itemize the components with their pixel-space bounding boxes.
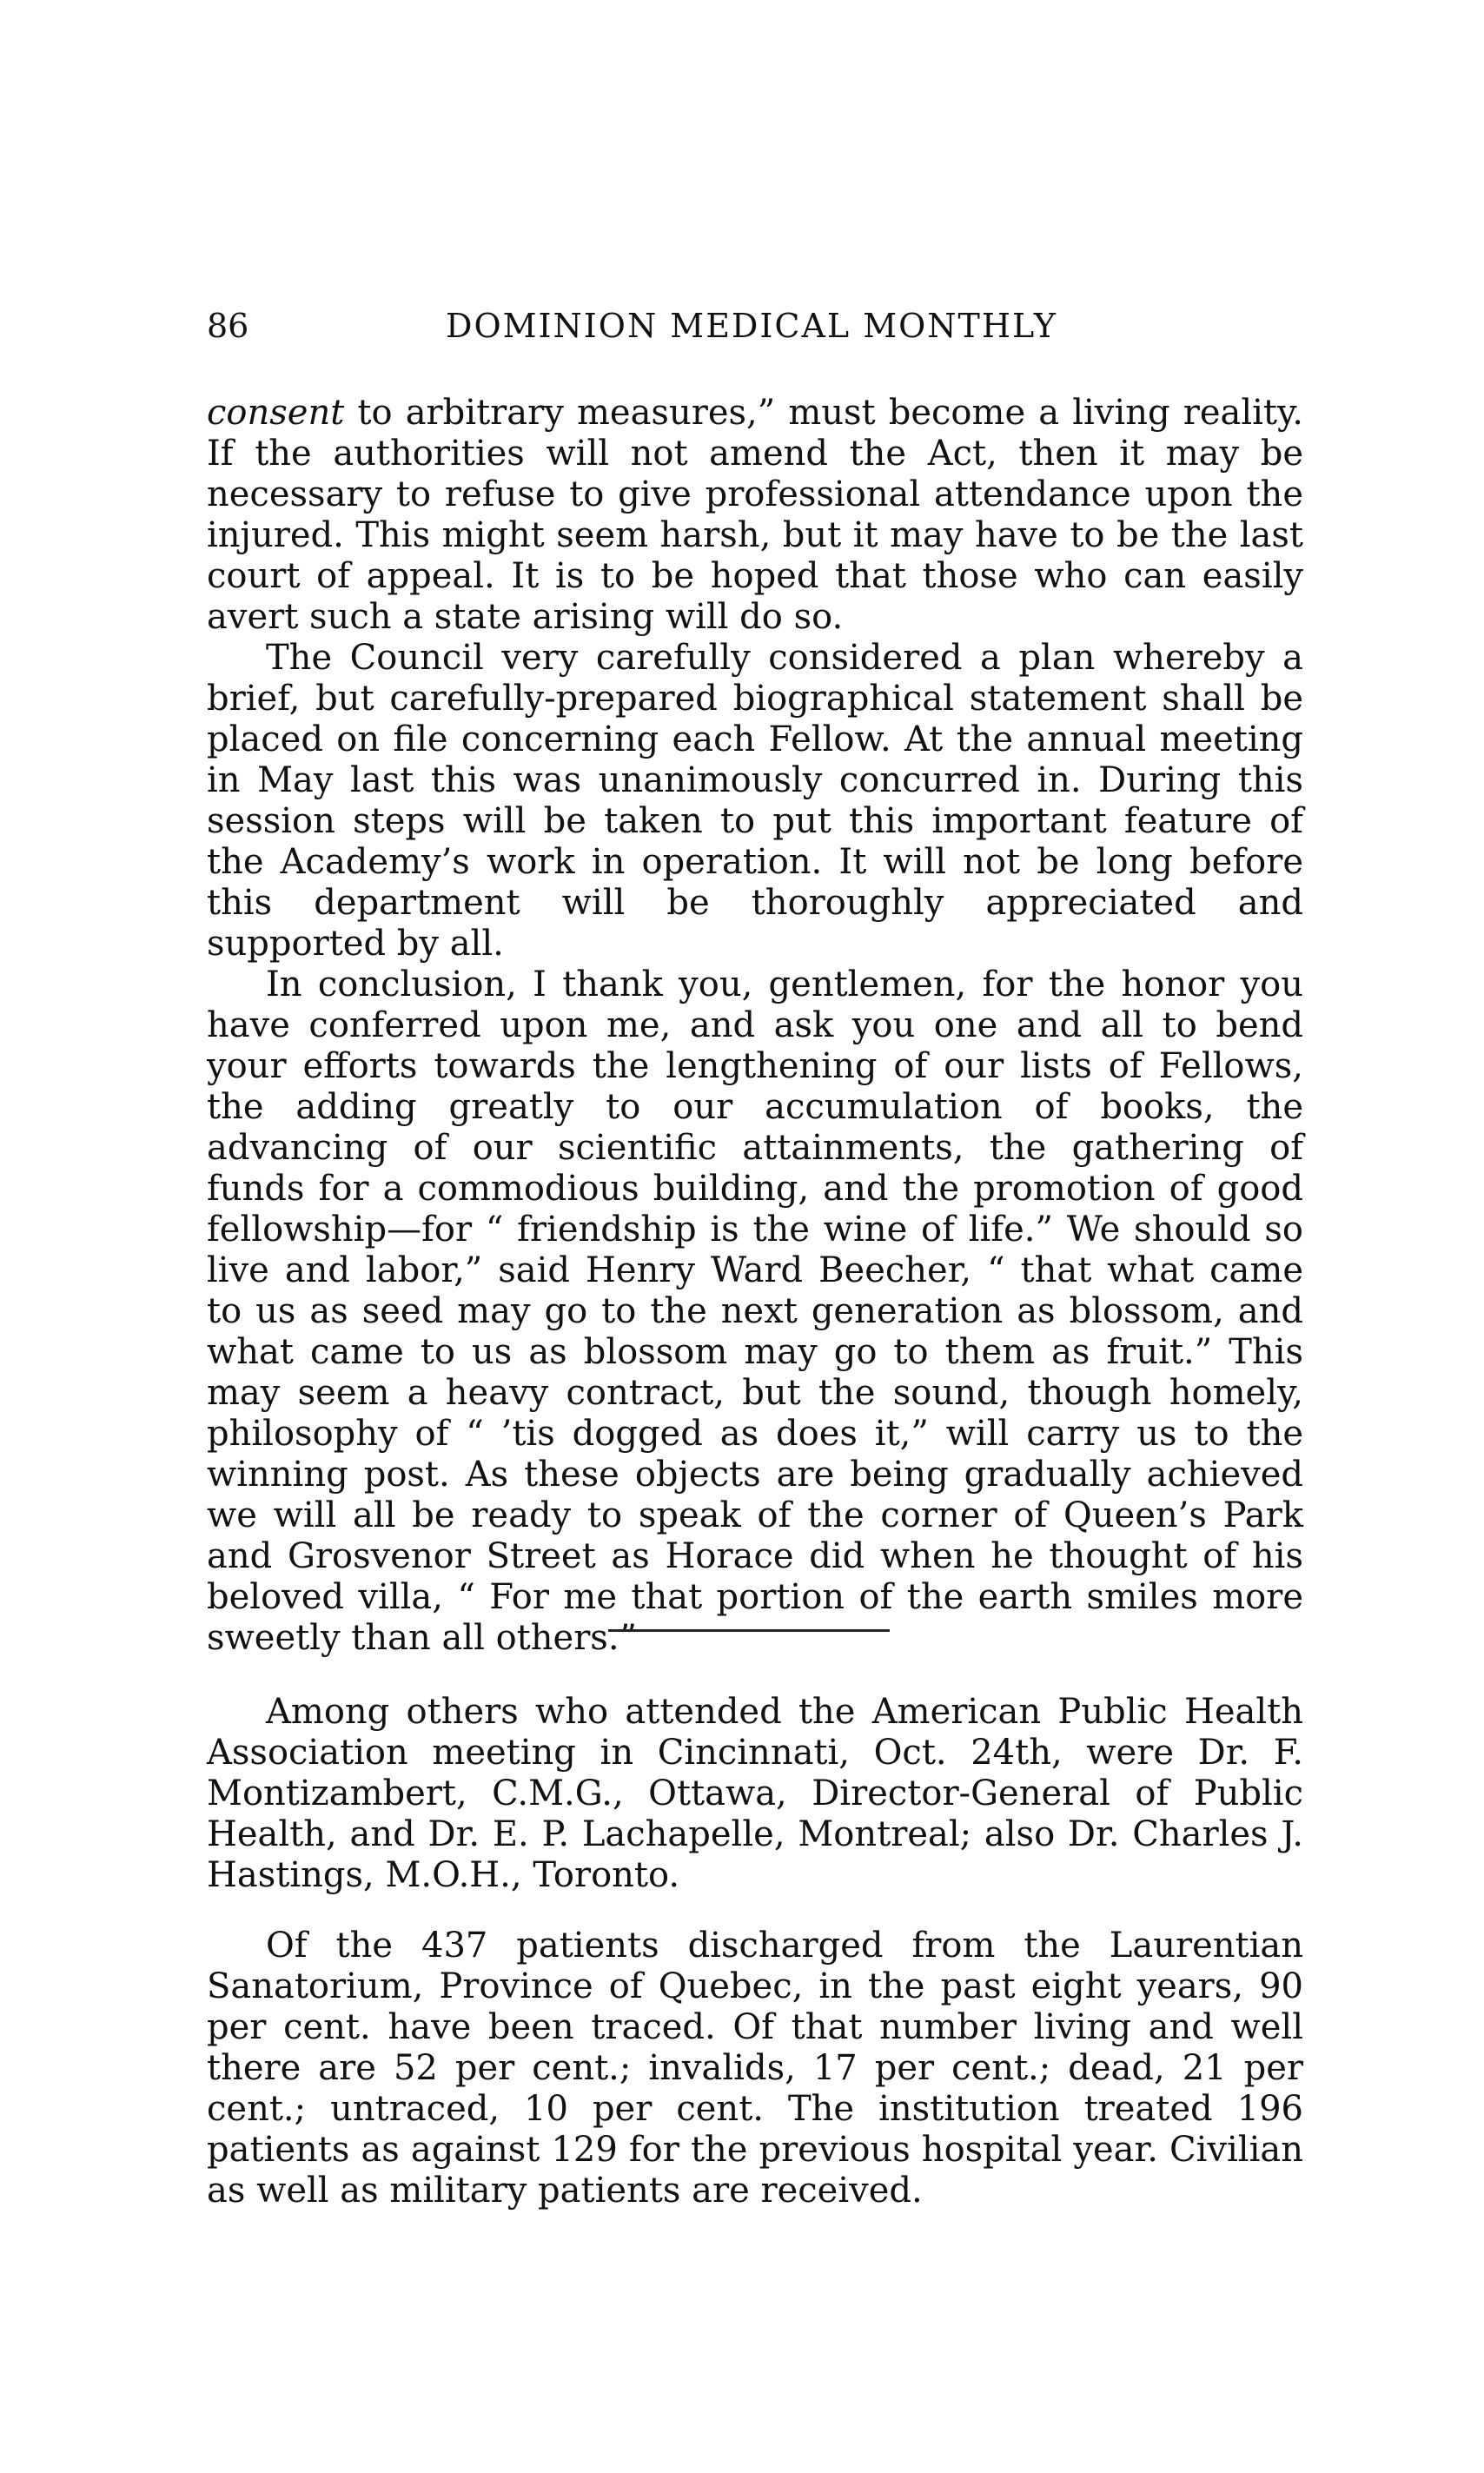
- page-header: [207, 300, 1284, 352]
- paragraph-council: The Council very carefully considered a plan whereby a brief, but carefully-prepared biographical statement shall be placed on file concerning each Fellow. At the annual meeting in May last this was unanimously concurred in. During this session steps will be taken to put this important feature of the Academy’s work in operation. It will not be long before this department will be thoroughly appreciated and supported by all.: [207, 638, 1303, 964]
- article-body: [207, 393, 1303, 1659]
- italic-word: consent: [207, 393, 345, 433]
- paragraph-conclusion: In conclusion, I thank you, gentlemen, for the honor you have conferred upon me, and ask you one and all to bend your efforts towards the lengthening of our lists of Fellows, the adding greatly to our accumulation of books, the advancing of our scientific attainments, the gathering of funds for a commodious building, and the promotion of good fellowship—for “ friendship is the wine of life.” We should so live and labor,” said Henry Ward Beecher, “ that what came to us as seed may go to the next generation as blossom, and what came to us as blossom may go to them as fruit.” This may seem a heavy contract, but the sound, though homely, philosophy of “ ’tis dogged as does it,” will carry us to the winning post. As these objects are being gradually achieved we will all be ready to speak of the corner of Queen’s Park and Grosvenor Street as Horace did when he thought of his beloved villa, “ For me that portion of the earth smiles more sweetly than all others.”: [207, 965, 1303, 1658]
- running-head: DOMINION MEDICAL MONTHLY: [446, 307, 1057, 345]
- news-item-public-health-association: Among others who attended the American Public Health Association meeting in Cincinnati, Oct. 24th, were Dr. F. Montizambert, C.M.G., Ottawa, Director-General of Public Health, and Dr. E. P. Lachapelle, Montreal; also Dr. Charles J. Hastings, M.O.H., Toronto.: [207, 1692, 1303, 1895]
- page-number: 86: [207, 307, 249, 345]
- news-items: [207, 1692, 1303, 2211]
- news-item-laurentian-sanatorium: Of the 437 patients discharged from the Laurentian Sanatorium, Province of Quebec, in the past eight years, 90 per cent. have been traced. Of that number living and well there are 52 per cent.; invalids, 17 per cent.; dead, 21 per cent.; untraced, 10 per cent. The institution treated 196 patients as against 129 for the previous hospital year. Civilian as well as military patients are received.: [207, 1926, 1303, 2211]
- paragraph-continuation: [207, 393, 1303, 638]
- section-divider: [608, 1629, 890, 1632]
- paragraph-text: to arbitrary measures,” must become a living reality. If the authorities will not amend the Act, then it may be necessary to refuse to give professional attendance upon the injured. This might seem harsh, but it may have to be the last court of appeal. It is to be hoped that those who can easily avert such a state arising will do so.: [207, 393, 1303, 637]
